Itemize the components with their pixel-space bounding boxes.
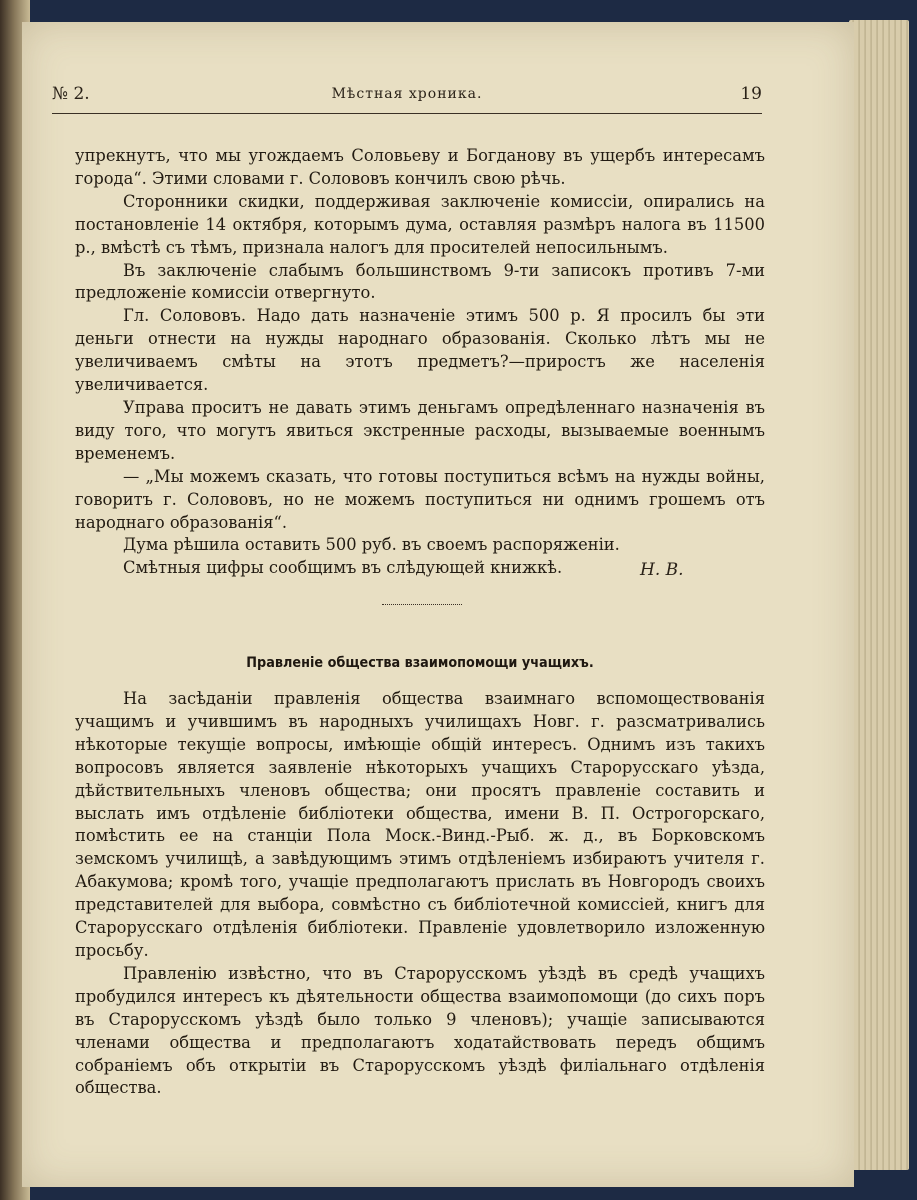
author-signature: Н. В. — [640, 560, 684, 580]
paragraph: Сторонники скидки, поддерживая заключеніе комиссіи, опирались на постановленіе 14 октября, которымъ дума, оставляя размѣръ налога въ 11500 р., вмѣстѣ съ тѣмъ, признала налогъ для просителей непосильнымъ. — [75, 191, 765, 257]
paragraph: упрекнутъ, что мы угождаемъ Соловьеву и Богданову въ ущербъ интересамъ города“. Этими словами г. Солововъ кончилъ свою рѣчь. — [75, 146, 765, 188]
issue-number: № 2. — [52, 84, 90, 104]
paragraph: Управа проситъ не давать этимъ деньгамъ опредѣленнаго назначенія въ виду того, что могутъ явиться экстренные расходы, вызываемые военнымъ временемъ. — [75, 397, 765, 463]
header-rule — [52, 113, 762, 114]
section-title: Мѣстная хроника. — [331, 86, 483, 102]
paragraph: Дума рѣшила оставить 500 руб. въ своемъ распоряженіи. — [123, 535, 620, 555]
paragraph: На засѣданіи правленія общества взаимнаго вспомоществованія учащимъ и учившимъ въ народныхъ училищахъ Новг. г. разсматривались нѣкоторые текущіе вопросы, имѣющіе общій интересъ. Однимъ изъ такихъ вопросовъ является заявленіе нѣкоторыхъ учащихъ Старорусскаго уѣзда, дѣйствительныхъ членовъ общества; они просятъ правленіе составить и выслать имъ отдѣленіе библіотеки общества, имени В. П. Острогорскаго, помѣстить ее на станціи Пола Моск.-Винд.-Рыб. ж. д., въ Борковскомъ земскомъ училищѣ, а завѣдующимъ этимъ отдѣленіемъ избираютъ учителя г. Абакумова; кромѣ того, учащіе предполагаютъ прислать въ Новгородъ своихъ представителей для выбора, совмѣстно съ библіотечной комиссіей, книгъ для Старорусскаго отдѣленія библіотеки. Правленіе удовлетворило изложенную просьбу. — [75, 689, 765, 960]
article-body — [75, 688, 765, 1100]
paragraph: Правленію извѣстно, что въ Старорусскомъ уѣздѣ въ средѣ учащихъ пробудился интересъ къ дѣятельности общества взаимопомощи (до сихъ поръ въ Старорусскомъ уѣздѣ было только 9 членовъ); учащіе записываются членами общества и предполагаютъ ходатайствовать передъ общимъ собраніемъ объ открытіи въ Старорусскомъ уѣздѣ филіальнаго отдѣленія общества. — [75, 963, 765, 1098]
paragraph: Въ заключеніе слабымъ большинствомъ 9-ти записокъ противъ 7-ми предложеніе комиссіи отвергнуто. — [75, 260, 765, 303]
paragraph: Гл. Солововъ. Надо дать назначеніе этимъ 500 р. Я просилъ бы эти деньги отнести на нужды народнаго образованія. Сколько лѣтъ мы не увеличиваемъ смѣты на этотъ предметъ?—приростъ же населенія увеличивается. — [75, 306, 765, 395]
section-divider — [382, 604, 462, 605]
article-continuation — [75, 145, 765, 580]
page-number: 19 — [740, 84, 762, 104]
page-edges — [849, 20, 909, 1170]
paragraph: — „Мы можемъ сказать, что готовы поступиться всѣмъ на нужды войны, говоритъ г. Солововъ, но не можемъ поступиться ни однимъ грошемъ отъ народнаго образованія“. — [75, 466, 765, 532]
running-head — [52, 84, 762, 118]
article-title: Правленіе общества взаимопомощи учащихъ. — [246, 654, 594, 671]
paragraph: Смѣтныя цифры сообщимъ въ слѣдующей книжкѣ. — [123, 558, 563, 578]
